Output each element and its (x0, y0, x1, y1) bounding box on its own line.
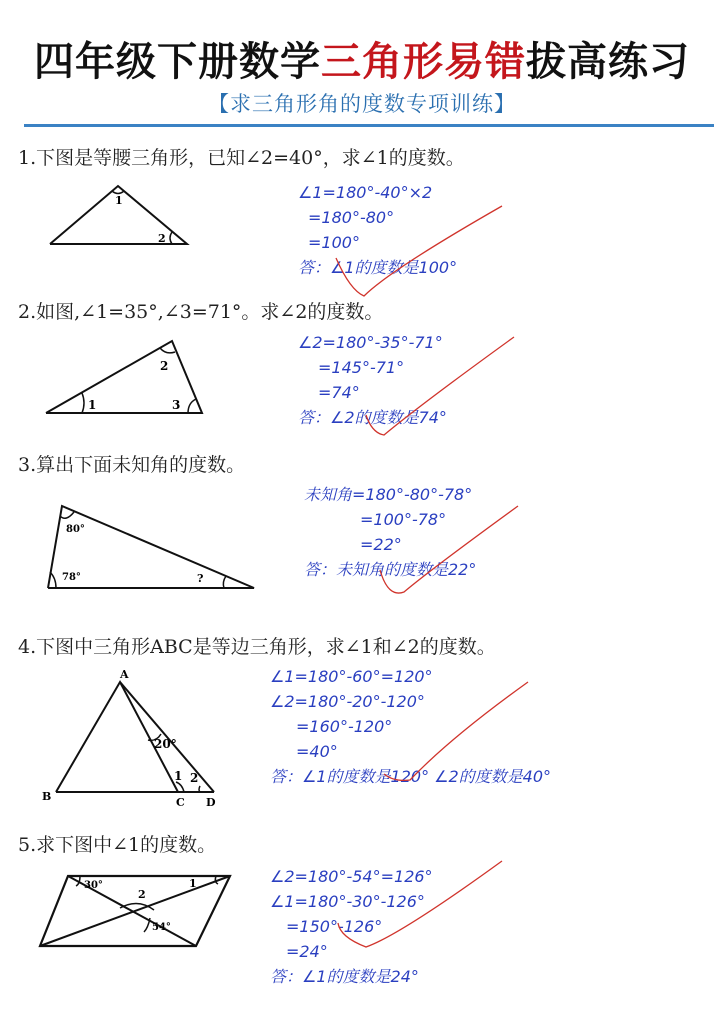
question-3-text: 3.算出下面未知角的度数。 (18, 454, 246, 476)
svg-text:78°: 78° (62, 572, 81, 583)
svg-text:1: 1 (189, 877, 197, 890)
question-5-text: 5.求下图中∠1的度数。 (18, 834, 217, 856)
svg-text:?: ? (197, 572, 204, 585)
title-text-part1: 四年级下册数学 (34, 39, 321, 85)
solution-line: =100°-78° (360, 510, 447, 529)
svg-text:1: 1 (174, 769, 183, 783)
svg-text:3: 3 (172, 398, 181, 412)
solution-line: ∠2=180°-20°-120° (270, 692, 425, 711)
solution-line: ∠1=180°-30°-126° (270, 892, 425, 911)
svg-text:C: C (176, 796, 185, 808)
triangle-diagram-2 (38, 335, 218, 420)
svg-text:20°: 20° (154, 737, 177, 751)
svg-text:2: 2 (160, 359, 169, 373)
check-mark-icon (350, 335, 520, 440)
solution-line: ∠2=180°-35°-71° (298, 333, 443, 352)
solution-answer: 答：∠2的度数是74° (298, 408, 447, 427)
solution-line: =180°-80° (308, 208, 395, 227)
svg-text:30°: 30° (84, 880, 103, 891)
subtitle: 【求三角形角的度数专项训练】 (208, 92, 516, 116)
check-mark-icon (330, 855, 510, 965)
divider (24, 124, 714, 127)
triangle-diagram-3 (40, 500, 260, 595)
svg-text:80°: 80° (66, 524, 85, 535)
solution-line: =40° (296, 742, 338, 761)
solution-line: 未知角=180°-80°-78° (304, 485, 473, 504)
svg-text:B: B (42, 790, 52, 803)
solution-line: ∠2=180°-54°=126° (270, 867, 433, 886)
svg-text:D: D (206, 796, 216, 808)
solution-answer: 答：∠1的度数是120° ∠2的度数是40° (270, 767, 552, 786)
check-mark-icon (330, 200, 510, 310)
solution-line: =74° (318, 383, 360, 402)
svg-text:54°: 54° (152, 922, 171, 933)
parallelogram-diagram (36, 868, 236, 953)
question-2-text: 2.如图,∠1=35°,∠3=71°。求∠2的度数。 (18, 301, 384, 323)
svg-text:2: 2 (138, 888, 146, 901)
svg-text:1: 1 (115, 194, 123, 207)
solution-line: =100° (308, 233, 360, 252)
equilateral-triangle-diagram (36, 668, 226, 808)
title-text-part2: 拔高练习 (526, 39, 690, 85)
solution-line: =22° (360, 535, 402, 554)
solution-line: =160°-120° (296, 717, 393, 736)
svg-text:1: 1 (88, 398, 97, 412)
question-1-text: 1.下图是等腰三角形，已知∠2=40°，求∠1的度数。 (18, 147, 465, 169)
title-highlight: 三角形易错 (321, 39, 526, 85)
solution-line: ∠1=180°-60°=120° (270, 667, 433, 686)
solution-answer: 答：∠1的度数是100° (298, 258, 458, 277)
svg-text:2: 2 (158, 232, 166, 245)
solution-line: =150°-126° (286, 917, 383, 936)
solution-answer: 答：未知角的度数是22° (304, 560, 477, 579)
solution-line: =24° (286, 942, 328, 961)
solution-line: ∠1=180°-40°×2 (298, 183, 433, 202)
check-mark-icon (370, 500, 530, 600)
svg-text:A: A (120, 668, 129, 681)
check-mark-icon (380, 678, 540, 788)
svg-text:2: 2 (190, 771, 199, 785)
isosceles-triangle-diagram (40, 180, 200, 250)
page-title (0, 30, 724, 87)
question-4-text: 4.下图中三角形ABC是等边三角形，求∠1和∠2的度数。 (18, 636, 496, 658)
solution-line: =145°-71° (318, 358, 405, 377)
solution-answer: 答：∠1的度数是24° (270, 967, 419, 986)
